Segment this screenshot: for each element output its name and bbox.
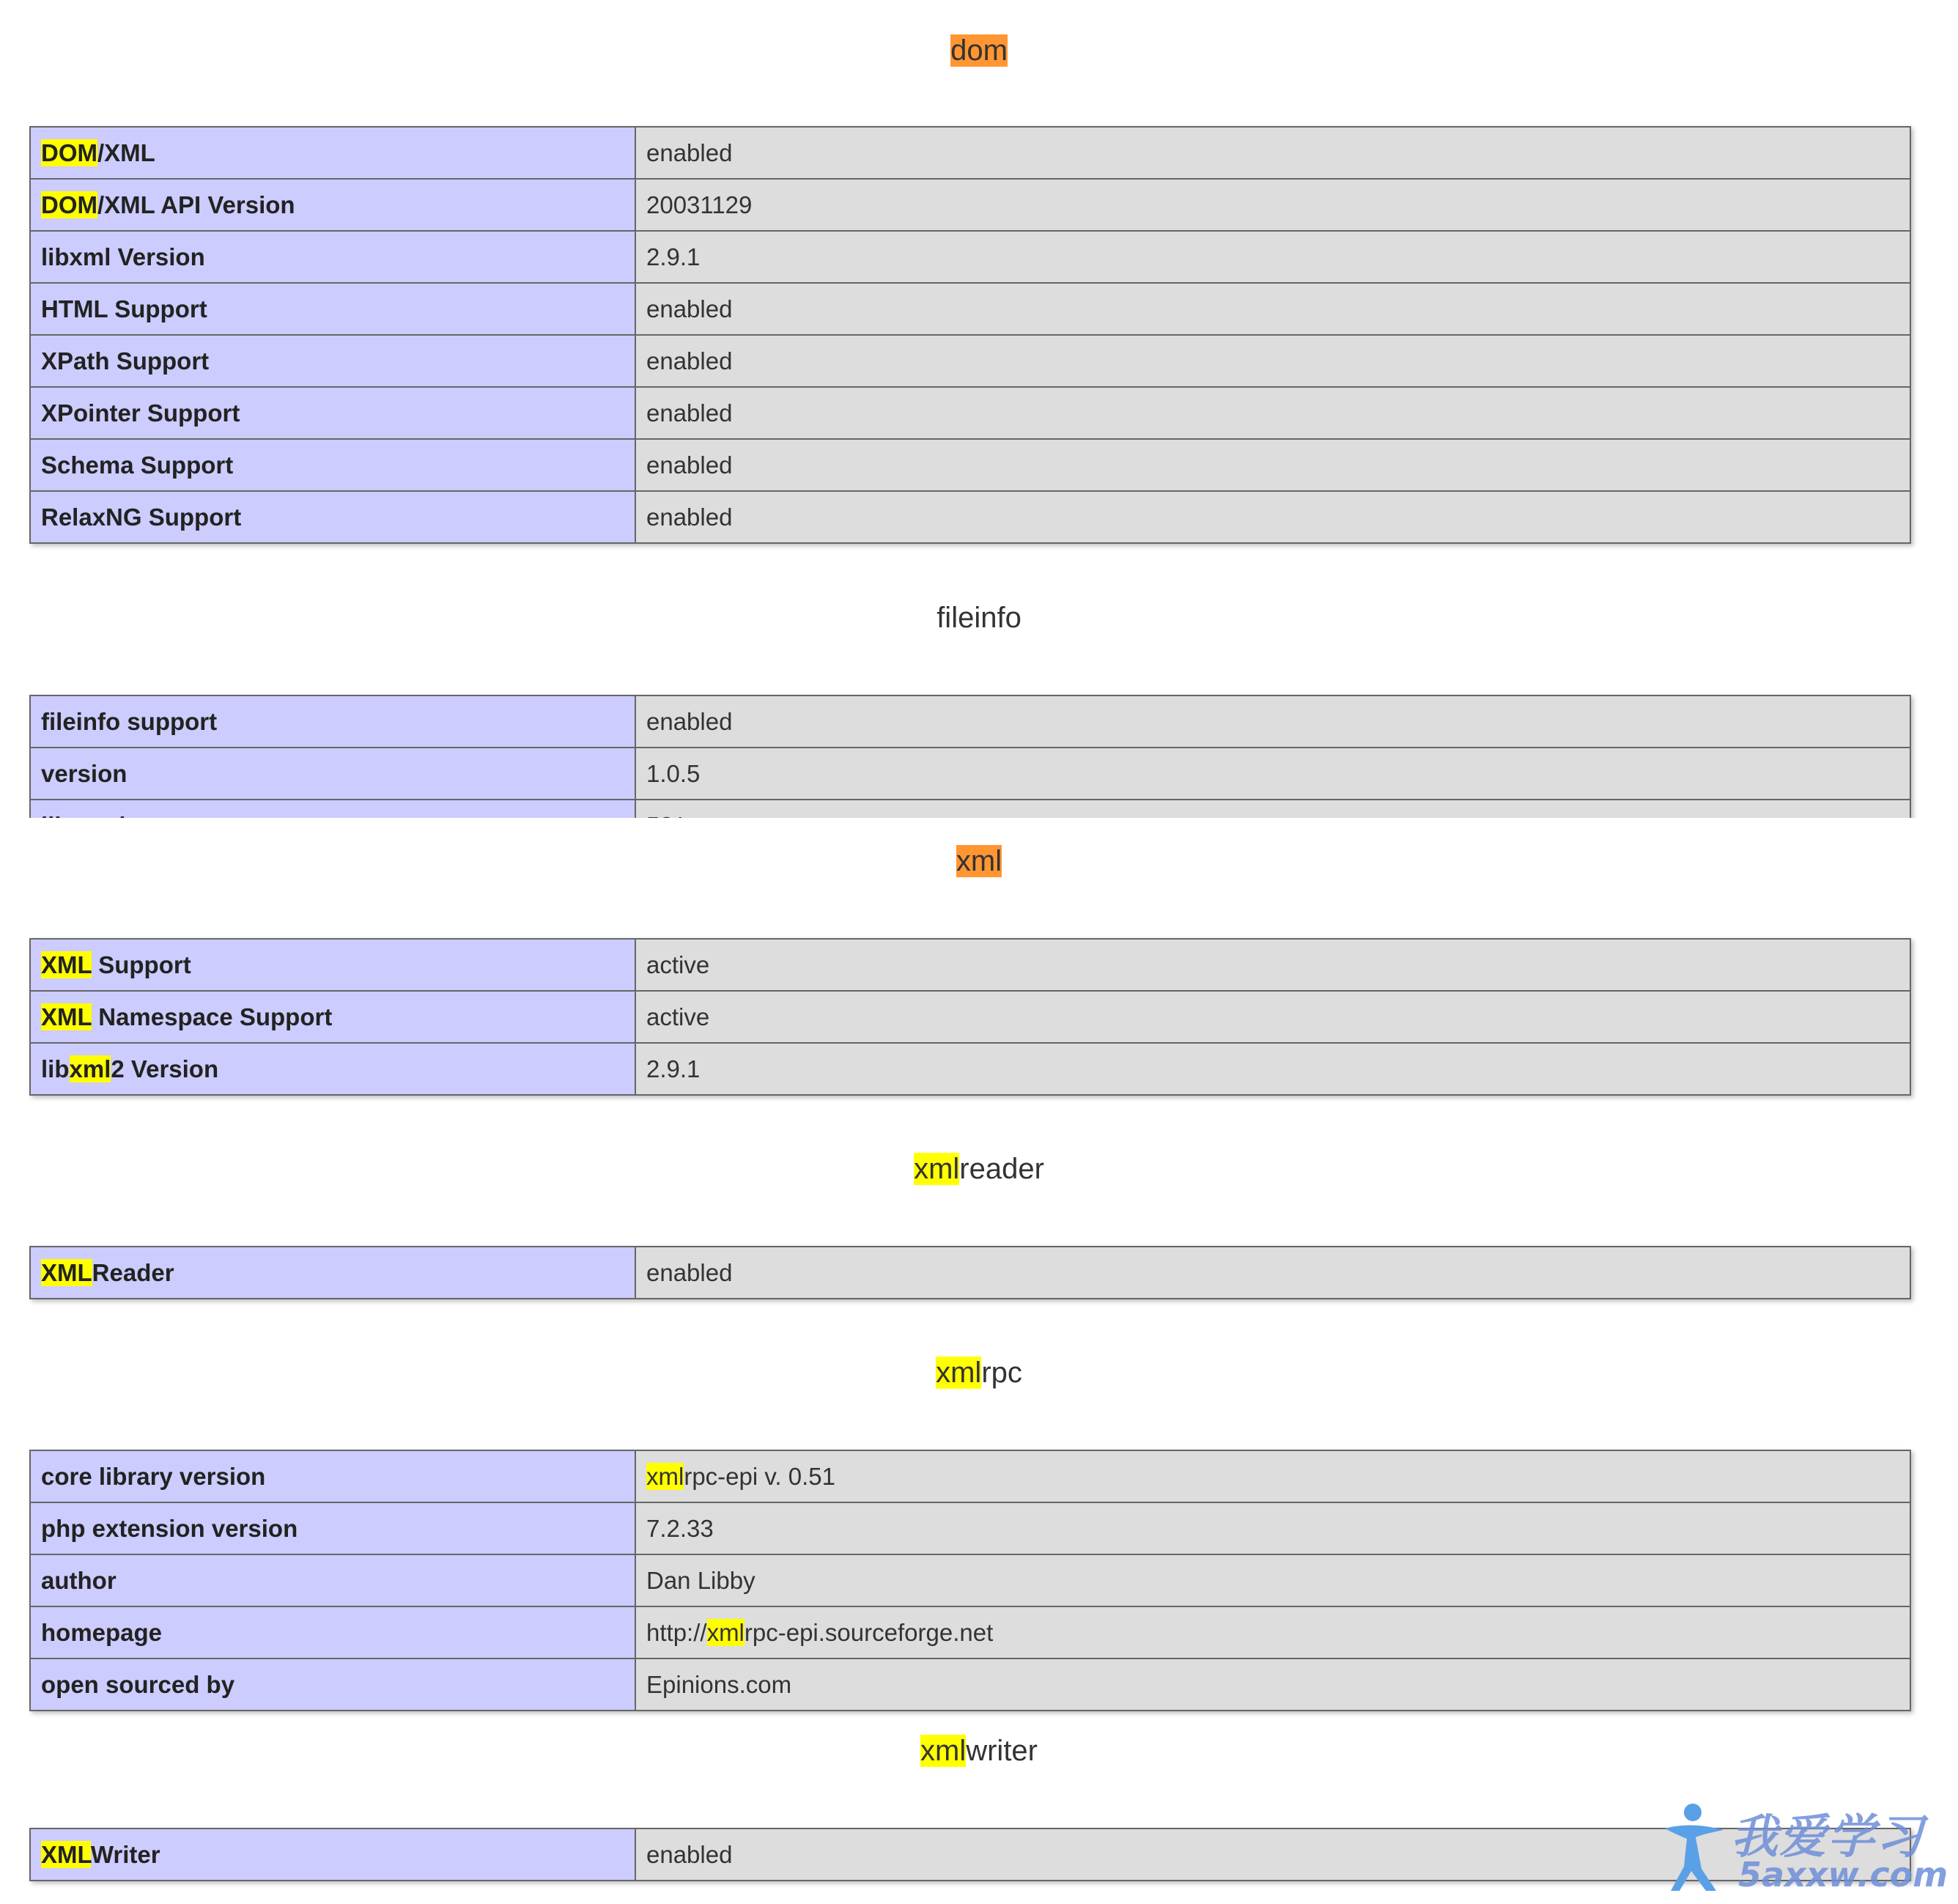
row-value — [635, 1554, 1910, 1606]
text-segment: fileinfo — [936, 602, 1022, 634]
text-segment: Reader — [92, 1258, 174, 1286]
table-row — [30, 991, 1910, 1043]
text-segment: version — [41, 759, 128, 787]
text-segment: Writer — [90, 1840, 160, 1868]
text-segment: rpc — [981, 1357, 1022, 1389]
table-row — [30, 179, 1910, 231]
row-key — [30, 1247, 635, 1299]
search-match-highlight: xml — [646, 1462, 684, 1490]
table-row — [30, 1829, 1910, 1881]
text-segment: enabled — [646, 347, 733, 374]
table-row — [30, 748, 1910, 800]
text-segment: active — [646, 1003, 710, 1030]
row-key — [30, 335, 635, 387]
section-title — [0, 1151, 1958, 1187]
row-key — [30, 439, 635, 491]
search-match-highlight: XML — [41, 1003, 92, 1030]
row-value — [635, 335, 1910, 387]
table-row — [30, 387, 1910, 439]
text-segment: Dan Libby — [646, 1566, 756, 1594]
current-match-highlight: dom — [950, 34, 1008, 67]
row-key — [30, 1606, 635, 1658]
text-segment: enabled — [646, 451, 733, 479]
table-row — [30, 695, 1910, 748]
info-table — [29, 1246, 1911, 1299]
search-match-highlight: DOM — [41, 139, 97, 166]
table-row — [30, 127, 1910, 179]
section-title — [0, 599, 1958, 636]
search-match-highlight: DOM — [41, 191, 97, 218]
text-segment: core library version — [41, 1462, 266, 1490]
text-segment: reader — [959, 1153, 1044, 1185]
current-match-highlight: xml — [956, 845, 1002, 877]
row-value — [635, 991, 1910, 1043]
table-row — [30, 939, 1910, 991]
watermark-logo — [1658, 1799, 1951, 1902]
info-table — [29, 1828, 1911, 1881]
text-segment: Epinions.com — [646, 1670, 792, 1698]
section-title — [0, 1733, 1958, 1769]
text-segment: libxml Version — [41, 243, 205, 270]
row-key — [30, 179, 635, 231]
row-key — [30, 939, 635, 991]
row-value — [635, 1658, 1910, 1711]
text-segment: open sourced by — [41, 1670, 235, 1698]
info-table — [29, 1450, 1911, 1711]
row-key — [30, 491, 635, 543]
info-table — [29, 126, 1911, 544]
row-key — [30, 748, 635, 800]
text-segment: HTML Support — [41, 295, 207, 322]
row-key — [30, 1554, 635, 1606]
text-segment: /XML — [97, 139, 155, 166]
text-segment: homepage — [41, 1618, 163, 1646]
row-key — [30, 1450, 635, 1502]
text-segment: 20031129 — [646, 191, 753, 218]
section-title — [0, 32, 1958, 69]
row-key — [30, 387, 635, 439]
text-segment: 1.0.5 — [646, 759, 701, 787]
watermark-text-en: 5axxw.com — [1738, 1855, 1948, 1894]
watermark-text-cn: 我爱学习 — [1731, 1810, 1924, 1864]
row-value — [635, 1247, 1910, 1299]
row-value — [635, 387, 1910, 439]
bottom-pane — [0, 818, 1958, 1904]
row-value — [635, 1043, 1910, 1095]
row-value — [635, 1450, 1910, 1502]
info-table — [29, 938, 1911, 1096]
row-key — [30, 1043, 635, 1095]
search-match-highlight: xml — [914, 1153, 960, 1185]
table-row — [30, 335, 1910, 387]
text-segment: 2.9.1 — [646, 1055, 701, 1082]
table-row — [30, 1606, 1910, 1658]
table-row — [30, 491, 1910, 543]
row-key — [30, 1658, 635, 1711]
text-segment: enabled — [646, 295, 733, 322]
row-key — [30, 991, 635, 1043]
table-row — [30, 1658, 1910, 1711]
section-title — [0, 843, 1958, 879]
text-segment: 2.9.1 — [646, 243, 701, 270]
table-row — [30, 1043, 1910, 1095]
text-segment: enabled — [646, 1840, 733, 1868]
text-segment: enabled — [646, 399, 733, 427]
row-key — [30, 283, 635, 335]
text-segment: 2 Version — [111, 1055, 219, 1082]
row-value — [635, 1502, 1910, 1554]
text-segment: fileinfo support — [41, 707, 218, 735]
table-row — [30, 1450, 1910, 1502]
row-value — [635, 127, 1910, 179]
table-row — [30, 231, 1910, 283]
search-match-highlight: XML — [41, 1258, 92, 1286]
search-match-highlight: xml — [69, 1055, 111, 1082]
person-figure-icon — [1658, 1799, 1731, 1894]
search-match-highlight: XML — [41, 951, 92, 978]
row-value — [635, 179, 1910, 231]
section-title — [0, 1354, 1958, 1391]
row-key — [30, 695, 635, 748]
text-segment: Schema Support — [41, 451, 234, 479]
text-segment: php extension version — [41, 1514, 298, 1542]
table-row — [30, 283, 1910, 335]
text-segment: writer — [966, 1735, 1038, 1767]
search-match-highlight: xml — [706, 1618, 745, 1646]
row-value — [635, 748, 1910, 800]
table-row — [30, 439, 1910, 491]
row-key — [30, 127, 635, 179]
text-segment: XPointer Support — [41, 399, 240, 427]
text-segment: enabled — [646, 1258, 733, 1286]
text-segment: /XML API Version — [97, 191, 295, 218]
table-row — [30, 1554, 1910, 1606]
text-segment: enabled — [646, 503, 733, 531]
text-segment: enabled — [646, 139, 733, 166]
search-match-highlight: xml — [936, 1357, 982, 1389]
row-value — [635, 491, 1910, 543]
text-segment: lib — [41, 1055, 70, 1082]
row-value — [635, 231, 1910, 283]
row-key — [30, 1829, 635, 1881]
text-segment: 7.2.33 — [646, 1514, 714, 1542]
top-pane — [0, 0, 1958, 818]
table-row — [30, 1502, 1910, 1554]
row-key — [30, 1502, 635, 1554]
search-match-highlight: xml — [920, 1735, 967, 1767]
row-value — [635, 939, 1910, 991]
text-segment: XPath Support — [41, 347, 210, 374]
text-segment: rpc-epi.sourceforge.net — [744, 1618, 994, 1646]
text-segment: enabled — [646, 707, 733, 735]
row-value — [635, 1606, 1910, 1658]
table-row — [30, 1247, 1910, 1299]
search-match-highlight: XML — [41, 1840, 91, 1868]
text-segment: Support — [92, 951, 191, 978]
row-value — [635, 695, 1910, 748]
text-segment: RelaxNG Support — [41, 503, 242, 531]
row-value — [635, 439, 1910, 491]
text-segment: Namespace Support — [92, 1003, 333, 1030]
text-segment: rpc-epi v. 0.51 — [684, 1462, 835, 1490]
row-key — [30, 231, 635, 283]
text-segment: http:// — [646, 1618, 707, 1646]
text-segment: active — [646, 951, 710, 978]
text-segment: author — [41, 1566, 117, 1594]
row-value — [635, 283, 1910, 335]
